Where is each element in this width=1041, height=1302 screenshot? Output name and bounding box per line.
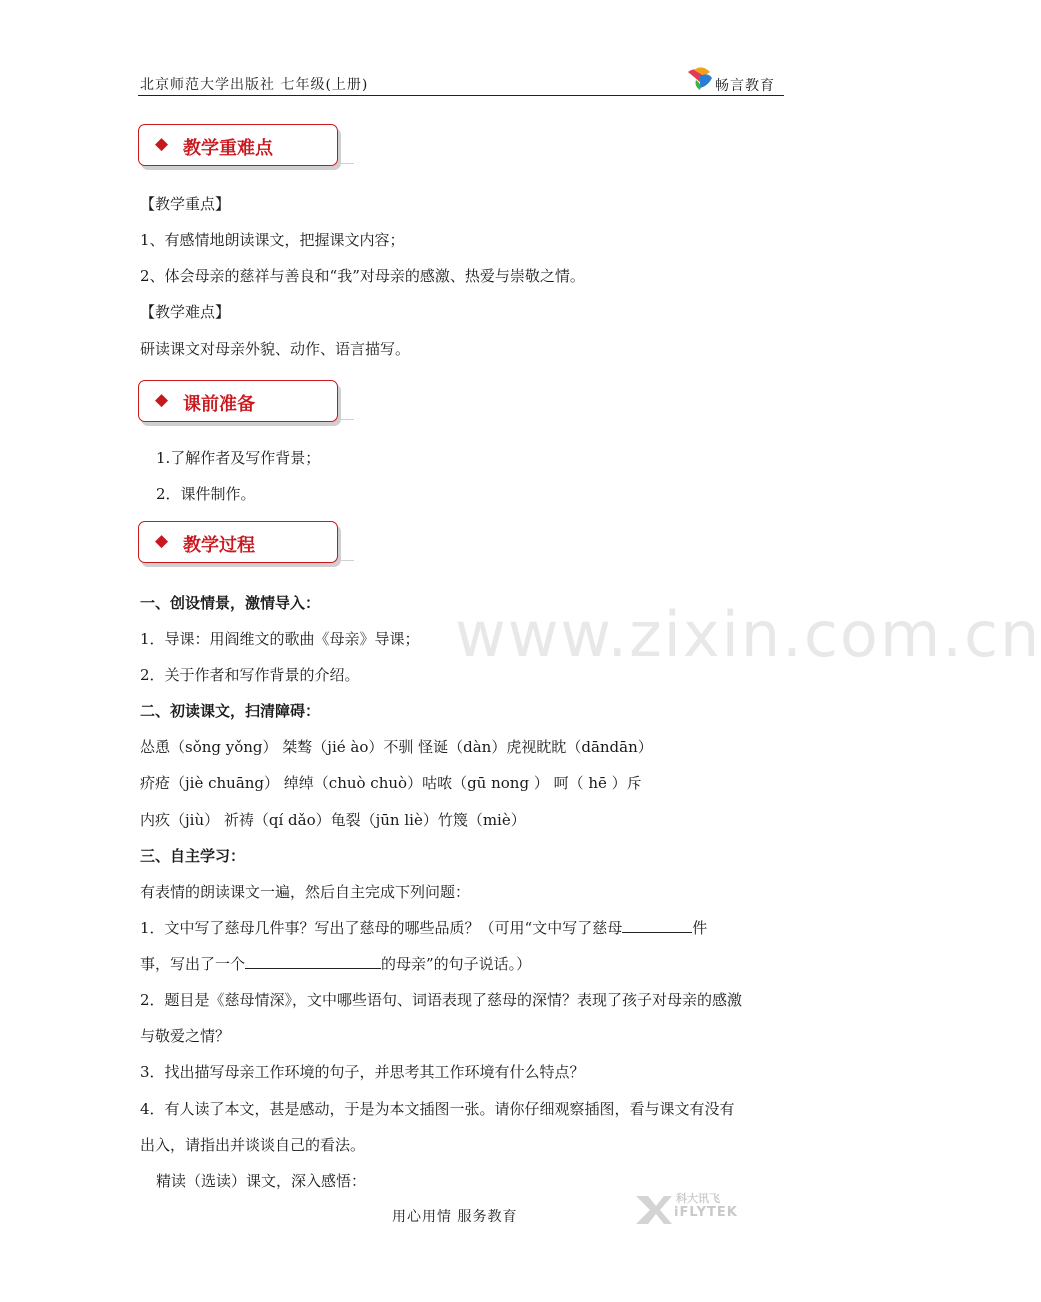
iflytek-logo-cn: 科大讯飞: [676, 1192, 720, 1205]
section-underline: [338, 163, 354, 164]
question-1-suffix: 的母亲”的句子说话。）: [381, 955, 532, 973]
question-2-line-2: 与敬爱之情？: [140, 1027, 231, 1045]
question-2-line-1: 2．题目是《慈母情深》，文中哪些语句、词语表现了慈母的深情？表现了孩子对母亲的感激: [140, 991, 743, 1009]
step-2-heading: 二、初读课文，扫清障碍：: [140, 702, 321, 720]
vocab-line-1: 怂恿（sǒng yǒng） 桀骜（jié ào）不驯 怪诞（dàn）虎视眈眈（dāndān）: [140, 738, 653, 756]
prep-item-2: 2．课件制作。: [156, 485, 256, 503]
question-3: 3．找出描写母亲工作环境的句子，并思考其工作环境有什么特点？: [140, 1063, 585, 1081]
diamond-icon: ◆: [155, 531, 169, 551]
step-1-item-1: 1．导课：用阎维文的歌曲《母亲》导课；: [140, 630, 420, 648]
question-1-line-2: [140, 953, 531, 974]
diamond-icon: ◆: [155, 390, 169, 410]
key-point-2: 2、体会母亲的慈祥与善良和“我”对母亲的感激、热爱与崇敬之情。: [140, 267, 585, 285]
vocab-line-3: 内疚（jiù） 祈祷（qí dǎo）龟裂（jūn liè）竹篾（miè）: [140, 811, 526, 829]
watermark: www.zixin.com.cn: [455, 598, 1041, 671]
prep-item-1: 1.了解作者及写作背景；: [156, 449, 321, 467]
section-preparation: [138, 380, 338, 422]
key-point-1: 1、有感情地朗读课文，把握课文内容；: [140, 231, 405, 249]
publisher-header: 北京师范大学出版社 七年级(上册): [140, 77, 369, 93]
section-title: 课前准备: [183, 394, 255, 415]
step-1-item-2: 2．关于作者和写作背景的介绍。: [140, 666, 360, 684]
diamond-icon: ◆: [155, 134, 169, 154]
question-1-line-1: [140, 917, 707, 938]
step-3-heading: 三、自主学习：: [140, 847, 246, 865]
key-points-heading: 【教学重点】: [140, 195, 231, 213]
step-3-intro: 有表情的朗读课文一遍，然后自主完成下列问题：: [140, 883, 471, 901]
section-underline: [338, 419, 354, 420]
section-title: 教学重难点: [183, 138, 273, 159]
intensive-reading: 精读（选读）课文，深入感悟：: [156, 1172, 367, 1190]
question-4-line-2: 出入，请指出并谈谈自己的看法。: [140, 1136, 366, 1154]
answer-blank: [245, 954, 381, 969]
question-4-line-1: 4．有人读了本文，甚是感动，于是为本文插图一张。请你仔细观察插图，看与课文有没有: [140, 1100, 735, 1118]
section-title: 教学过程: [183, 535, 255, 556]
section-underline: [338, 560, 354, 561]
answer-blank: [622, 918, 692, 933]
section-process: [138, 521, 338, 563]
footer-slogan: 用心用情 服务教育: [392, 1209, 518, 1225]
step-1-heading: 一、创设情景，激情导入：: [140, 594, 321, 612]
iflytek-logo-en: iFLYTEK: [674, 1205, 738, 1220]
question-1-text: 1．文中写了慈母几件事？写出了慈母的哪些品质？（可用“文中写了慈母: [140, 919, 623, 937]
difficulty-heading: 【教学难点】: [140, 303, 231, 321]
difficulty-1: 研读课文对母亲外貌、动作、语言描写。: [140, 340, 411, 358]
vocab-line-2: 疥疮（jiè chuāng） 绰绰（chuò chuò）咕哝（gū nong ） 呵（ hē ）斥: [140, 774, 642, 792]
question-1-suffix: 件: [692, 919, 708, 937]
header-rule: [138, 95, 784, 96]
brand-name: 畅言教育: [715, 78, 775, 94]
question-1-text: 事，写出了一个: [140, 955, 246, 973]
section-key-points: [138, 124, 338, 166]
